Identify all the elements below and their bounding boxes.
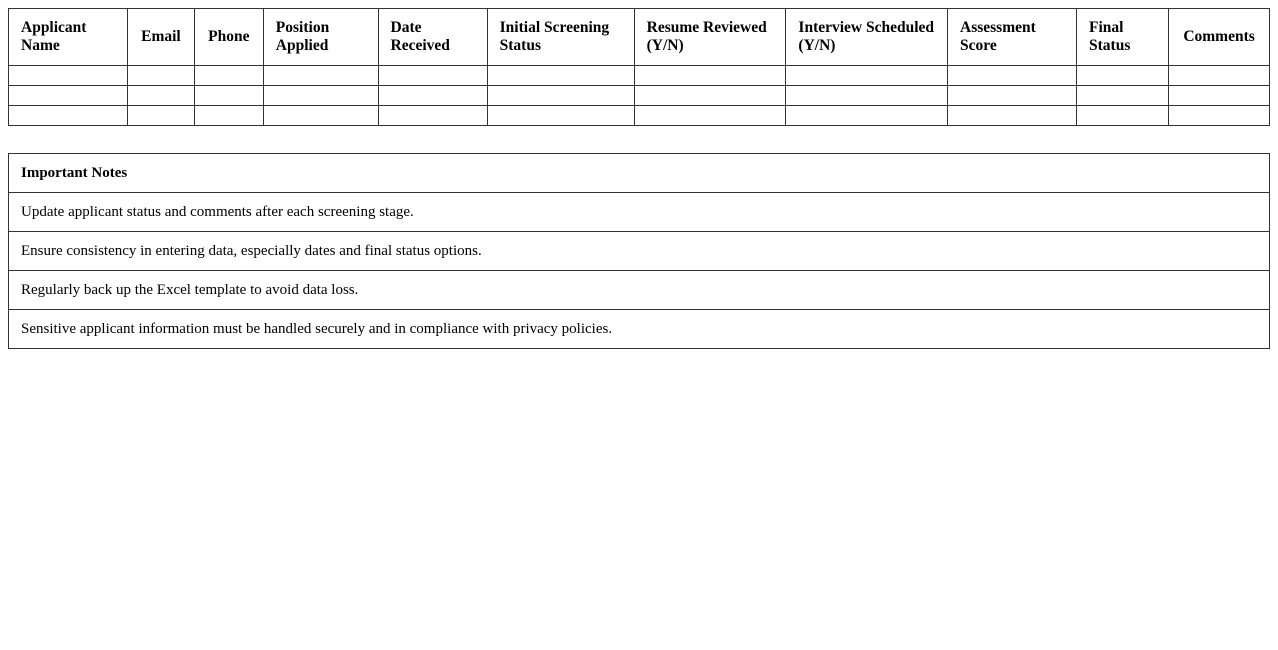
cell-resume-reviewed[interactable] — [634, 106, 786, 126]
cell-date-received[interactable] — [378, 86, 487, 106]
column-header-comments: Comments — [1169, 9, 1270, 66]
cell-phone[interactable] — [194, 66, 263, 86]
cell-resume-reviewed[interactable] — [634, 86, 786, 106]
cell-interview-scheduled[interactable] — [786, 106, 948, 126]
column-header-final-status: Final Status — [1077, 9, 1169, 66]
note-row — [9, 310, 1270, 349]
cell-final-status[interactable] — [1077, 106, 1169, 126]
column-header-position-applied: Position Applied — [263, 9, 378, 66]
cell-applicant-name[interactable] — [9, 106, 128, 126]
cell-position-applied[interactable] — [263, 66, 378, 86]
cell-assessment-score[interactable] — [948, 86, 1077, 106]
cell-applicant-name[interactable] — [9, 66, 128, 86]
note-row — [9, 271, 1270, 310]
cell-comments[interactable] — [1169, 106, 1270, 126]
cell-phone[interactable] — [194, 86, 263, 106]
note-row — [9, 193, 1270, 232]
note-row — [9, 232, 1270, 271]
cell-comments[interactable] — [1169, 66, 1270, 86]
column-header-phone: Phone — [194, 9, 263, 66]
note-item: Sensitive applicant information must be handled securely and in compliance with privacy policies. — [9, 310, 1270, 349]
column-header-resume-reviewed: Resume Reviewed (Y/N) — [634, 9, 786, 66]
cell-email[interactable] — [127, 86, 194, 106]
cell-initial-screening-status[interactable] — [487, 66, 634, 86]
cell-position-applied[interactable] — [263, 86, 378, 106]
column-header-date-received: Date Received — [378, 9, 487, 66]
cell-interview-scheduled[interactable] — [786, 86, 948, 106]
table-row — [9, 86, 1270, 106]
cell-date-received[interactable] — [378, 106, 487, 126]
note-item: Ensure consistency in entering data, especially dates and final status options. — [9, 232, 1270, 271]
table-row — [9, 66, 1270, 86]
column-header-email: Email — [127, 9, 194, 66]
note-item: Regularly back up the Excel template to avoid data loss. — [9, 271, 1270, 310]
column-header-assessment-score: Assessment Score — [948, 9, 1077, 66]
cell-initial-screening-status[interactable] — [487, 106, 634, 126]
cell-assessment-score[interactable] — [948, 66, 1077, 86]
notes-title: Important Notes — [9, 154, 1270, 193]
table-row — [9, 106, 1270, 126]
cell-email[interactable] — [127, 66, 194, 86]
cell-applicant-name[interactable] — [9, 86, 128, 106]
note-item: Update applicant status and comments after each screening stage. — [9, 193, 1270, 232]
cell-phone[interactable] — [194, 106, 263, 126]
cell-assessment-score[interactable] — [948, 106, 1077, 126]
cell-initial-screening-status[interactable] — [487, 86, 634, 106]
cell-email[interactable] — [127, 106, 194, 126]
column-header-interview-scheduled: Interview Scheduled (Y/N) — [786, 9, 948, 66]
cell-position-applied[interactable] — [263, 106, 378, 126]
cell-comments[interactable] — [1169, 86, 1270, 106]
cell-final-status[interactable] — [1077, 66, 1169, 86]
important-notes-table — [8, 153, 1270, 349]
cell-date-received[interactable] — [378, 66, 487, 86]
applicant-tracking-table — [8, 8, 1270, 126]
cell-interview-scheduled[interactable] — [786, 66, 948, 86]
notes-header-row — [9, 154, 1270, 193]
cell-resume-reviewed[interactable] — [634, 66, 786, 86]
column-header-applicant-name: Applicant Name — [9, 9, 128, 66]
table-header-row — [9, 9, 1270, 66]
column-header-initial-screening-status: Initial Screening Status — [487, 9, 634, 66]
cell-final-status[interactable] — [1077, 86, 1169, 106]
